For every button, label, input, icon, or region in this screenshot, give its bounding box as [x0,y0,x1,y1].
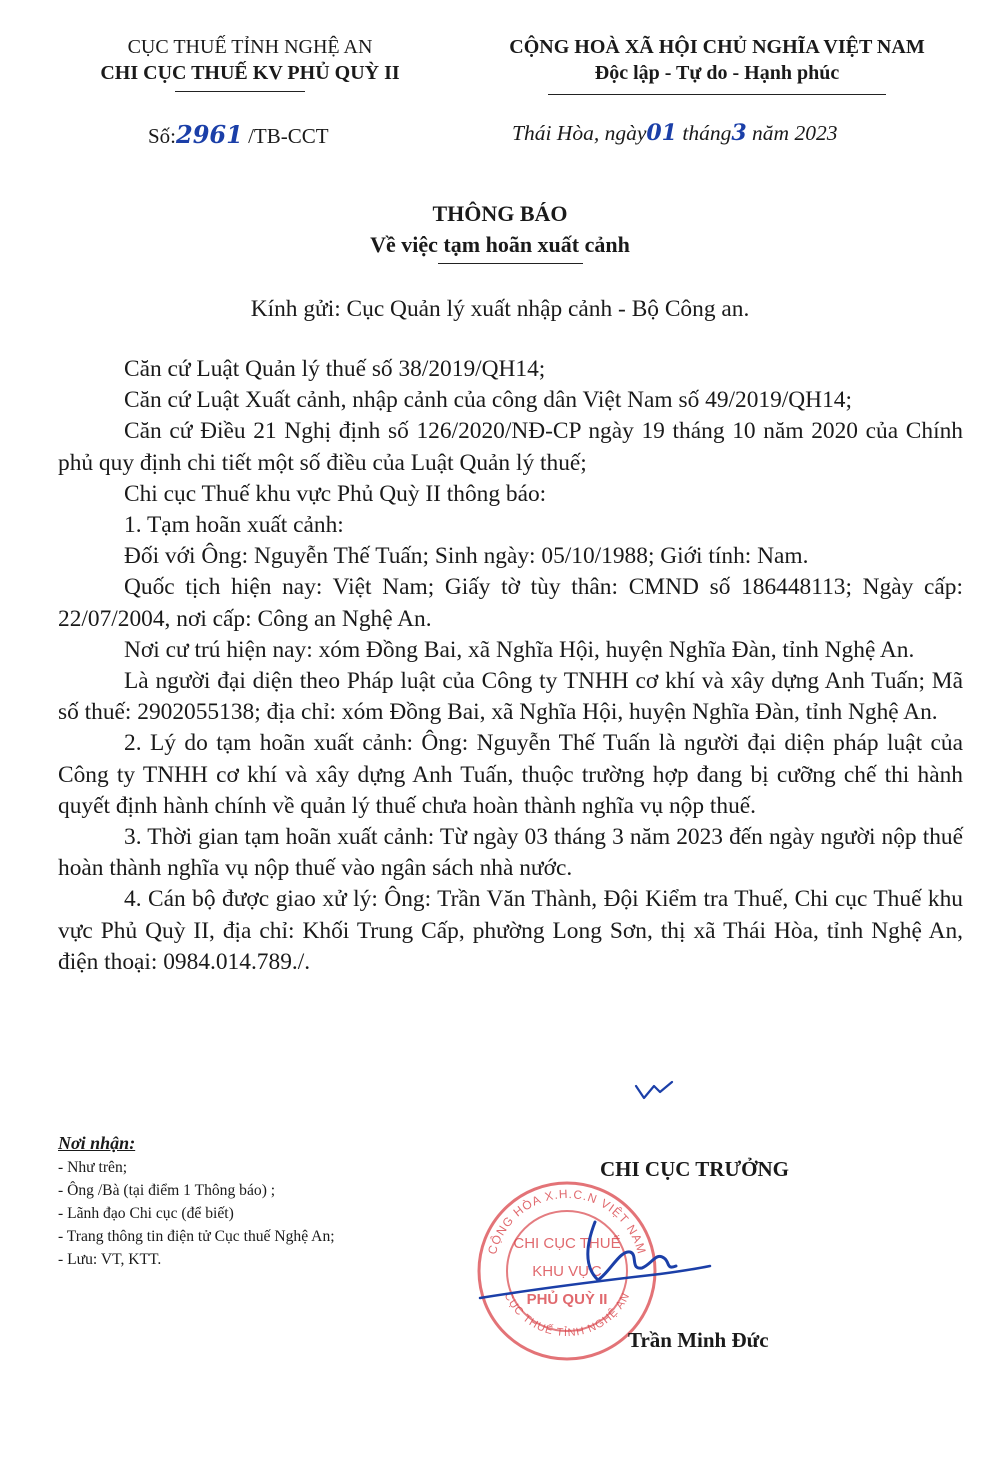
stamp-ring-text: CỘNG HÒA X.H.C.N VIỆT NAM [485,1186,650,1257]
motto: Độc lập - Tự do - Hạnh phúc [594,62,840,84]
agency-parent: CỤC THUẾ TỈNH NGHỆ AN [127,36,373,58]
number-suffix: /TB-CCT [248,124,329,148]
body-paragraph: 4. Cán bộ được giao xử lý: Ông: Trần Văn Thành, Đội Kiểm tra Thuế, Chi cục Thuế khu vực Phủ Quỳ II, địa chỉ: Khối Trung Cấp, phường Long Sơn, thị xã Thái Hòa, tỉnh Nghệ An, điện thoại: 0984.014.789./. [58,886,963,975]
motto-underline [548,94,886,95]
agency-underline [175,91,305,92]
signer-name: Trần Minh Đức [628,1328,769,1352]
stamp-line-1: CHI CỤC THUẾ [513,1235,621,1252]
body-paragraph: Căn cứ Luật Quản lý thuế số 38/2019/QH14; [124,356,546,382]
body-paragraph: Quốc tịch hiện nay: Việt Nam; Giấy tờ tùy thân: CMND số 186448113; Ngày cấp: 22/07/2004, nơi cấp: Công an Nghệ An. [58,574,963,632]
document-number [148,120,329,149]
body-paragraph: Chi cục Thuế khu vực Phủ Quỳ II thông báo: [124,480,547,507]
body-paragraph: Đối với Ông: Nguyễn Thế Tuấn; Sinh ngày: 05/10/1988; Giới tính: Nam. [124,543,809,570]
recipient-item: - Như trên; [58,1159,128,1176]
document-body [58,354,963,978]
signature-title: CHI CỤC TRƯỞNG [600,1157,790,1181]
document-subject: Về việc tạm hoãn xuất cảnh [370,232,630,257]
recipient-line: Kính gửi: Cục Quản lý xuất nhập cảnh - Bộ Công an. [250,296,750,322]
date-day: 01 [646,120,677,146]
stamp-line-2: KHU VỰC [532,1263,602,1280]
document-title: THÔNG BÁO [432,201,568,226]
recipient-item: - Trang thông tin điện tử Cục thuế Nghệ An; [58,1228,335,1245]
recipients-title: Nơi nhận: [58,1133,136,1153]
stamp-line-3: PHỦ QUỲ II [526,1291,608,1308]
recipients-block [58,1130,335,1271]
body-paragraph: 1. Tạm hoãn xuất cảnh: [124,512,344,539]
signature-scribble-icon [470,1210,730,1320]
date-month: 3 [731,120,747,146]
body-paragraph: 3. Thời gian tạm hoãn xuất cảnh: Từ ngày 03 tháng 3 năm 2023 đến ngày người nộp thuế hoàn thành nghĩa vụ nộp thuế vào ngân sách nhà nước. [58,824,963,882]
recipient-item: - Ông /Bà (tại điểm 1 Thông báo) ; [58,1182,276,1199]
country-name: CỘNG HOÀ XÃ HỘI CHỦ NGHĨA VIỆT NAM [509,36,925,58]
date-year: năm 2023 [752,121,838,145]
body-paragraph: Là người đại diện theo Pháp luật của Công ty TNHH cơ khí và xây dựng Anh Tuấn; Mã số thuế: 2902055138; địa chỉ: xóm Đồng Bai, xã Nghĩa Hội, huyện Nghĩa Đàn, tỉnh Nghệ An. [58,668,963,726]
body-paragraph: Căn cứ Luật Xuất cảnh, nhập cảnh của công dân Việt Nam số 49/2019/QH14; [124,387,852,414]
checkmark-icon [634,1080,674,1102]
recipient-item: - Lưu: VT, KTT. [58,1251,162,1268]
recipient-item: - Lãnh đạo Chi cục (để biết) [58,1205,234,1222]
body-paragraph: Nơi cư trú hiện nay: xóm Đồng Bai, xã Nghĩa Hội, huyện Nghĩa Đàn, tỉnh Nghệ An. [124,636,915,663]
body-paragraph: Căn cứ Điều 21 Nghị định số 126/2020/NĐ-CP ngày 19 tháng 10 năm 2020 của Chính phủ quy định chi tiết một số điều của Luật Quản lý thuế; [58,418,963,476]
agency-name: CHI CỤC THUẾ KV PHỦ QUỲ II [100,62,400,84]
subject-underline [438,263,583,264]
month-label: tháng [682,121,732,145]
number-handwritten: 2961 [176,120,243,149]
stamp-ring-bottom-text: CỤC THUẾ TỈNH NGHỆ AN [501,1290,633,1340]
place-date [512,120,837,146]
number-label: Số: [148,124,177,148]
place-date-prefix: Thái Hòa, ngày [512,121,647,145]
body-paragraph: 2. Lý do tạm hoãn xuất cảnh: Ông: Nguyễn Thế Tuấn là người đại diện pháp luật của Công ty TNHH cơ khí và xây dựng Anh Tuấn, thuộc trường hợp đang bị cưỡng chế thi hành quyết định hành chính về quản lý thuế chưa hoàn thành nghĩa vụ nộp thuế. [58,730,963,819]
